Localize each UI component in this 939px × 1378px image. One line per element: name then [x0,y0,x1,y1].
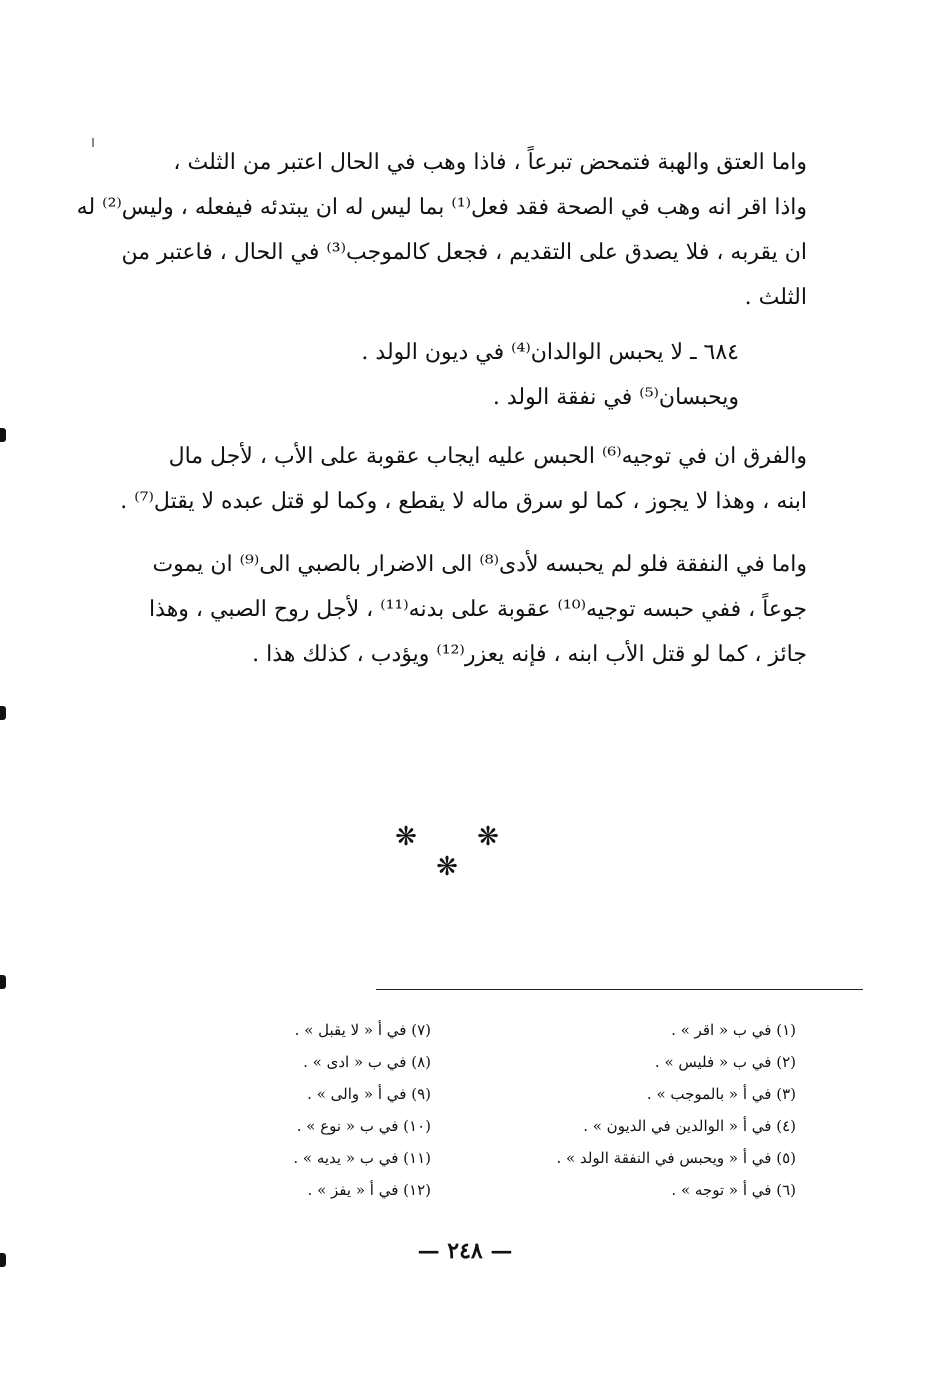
ruling-heading: ٦٨٤ ـ لا يحبس الوالدان⁽⁴⁾ في ديون الولد . [361,340,739,365]
text-line: جوعاً ، ففي حبسه توجيه⁽¹⁰⁾ عقوبة على بدنه⁽¹¹⁾ ، لأجل روح الصبي ، وهذا [149,597,807,622]
footnote: (٤) في أ « الوالدين في الديون » . [583,1117,796,1135]
scan-speck [92,138,94,147]
paragraph-ruling-684 [279,330,739,420]
scan-edge-mark [0,706,6,720]
footnote: (٨) في ب « ادى » . [303,1053,431,1071]
text-line: والفرق ان في توجيه⁽⁶⁾ الحبس عليه ايجاب عقوبة على الأب ، لأجل مال [168,444,807,469]
footnote: (٣) في أ « بالموجب » . [646,1085,796,1103]
footnote: (٥) في أ « ويحبس في النفقة الولد » . [556,1149,796,1167]
footnote: (١٢) في أ « يفز » . [307,1181,431,1199]
text-line: ويحبسان⁽⁵⁾ في نفقة الولد . [492,385,739,410]
text-line: واما في النفقة فلو لم يحبسه لأدى⁽⁸⁾ الى الاضرار بالصبي الى⁽⁹⁾ ان يموت [152,552,807,577]
paragraph-maintenance [127,542,807,677]
paragraph-gift-rule [76,140,807,320]
page-number: — ٢٤٨ — [417,1238,513,1264]
footnote: (٧) في أ « لا يقبل » . [294,1021,431,1039]
footnote: (٢) في ب « فليس » . [654,1053,796,1071]
footnote: (٩) في أ « والى » . [307,1085,431,1103]
footnotes-column-right [496,1014,796,1206]
text-line: جائز ، كما لو قتل الأب ابنه ، فإنه يعزر⁽¹²⁾ ويؤدب ، كذلك هذا . [252,642,807,667]
text-line: ان يقربه ، فلا يصدق على التقديم ، فجعل كالموجب⁽³⁾ في الحال ، فاعتبر من [121,240,807,265]
scan-edge-mark [0,1253,6,1267]
paragraph-difference [120,434,807,524]
footnote: (١) في ب « اقر » . [671,1021,796,1039]
text-line: واما العتق والهبة فتمحض تبرعاً ، فاذا وهب في الحال اعتبر من الثلث ، [173,150,807,175]
scan-edge-mark [0,975,6,989]
footnote: (٦) في أ « توجه » . [671,1181,796,1199]
text-line: الثلث . [744,285,807,310]
section-separator-stars: ❋ ❋ ❋ [395,822,525,882]
footnotes-column-left [171,1014,431,1206]
footnote: (١٠) في ب « نوع » . [296,1117,431,1135]
footnote: (١١) في ب « يديه » . [293,1149,431,1167]
text-line: واذا اقر انه وهب في الصحة فقد فعل⁽¹⁾ بما ليس له ان يبتدئه فيفعله ، وليس⁽²⁾ له [76,195,807,220]
scan-edge-mark [0,428,6,442]
footnote-divider [376,989,863,990]
text-line: ابنه ، وهذا لا يجوز ، كما لو سرق ماله لا يقطع ، وكما لو قتل عبده لا يقتل⁽⁷⁾ . [120,489,807,514]
